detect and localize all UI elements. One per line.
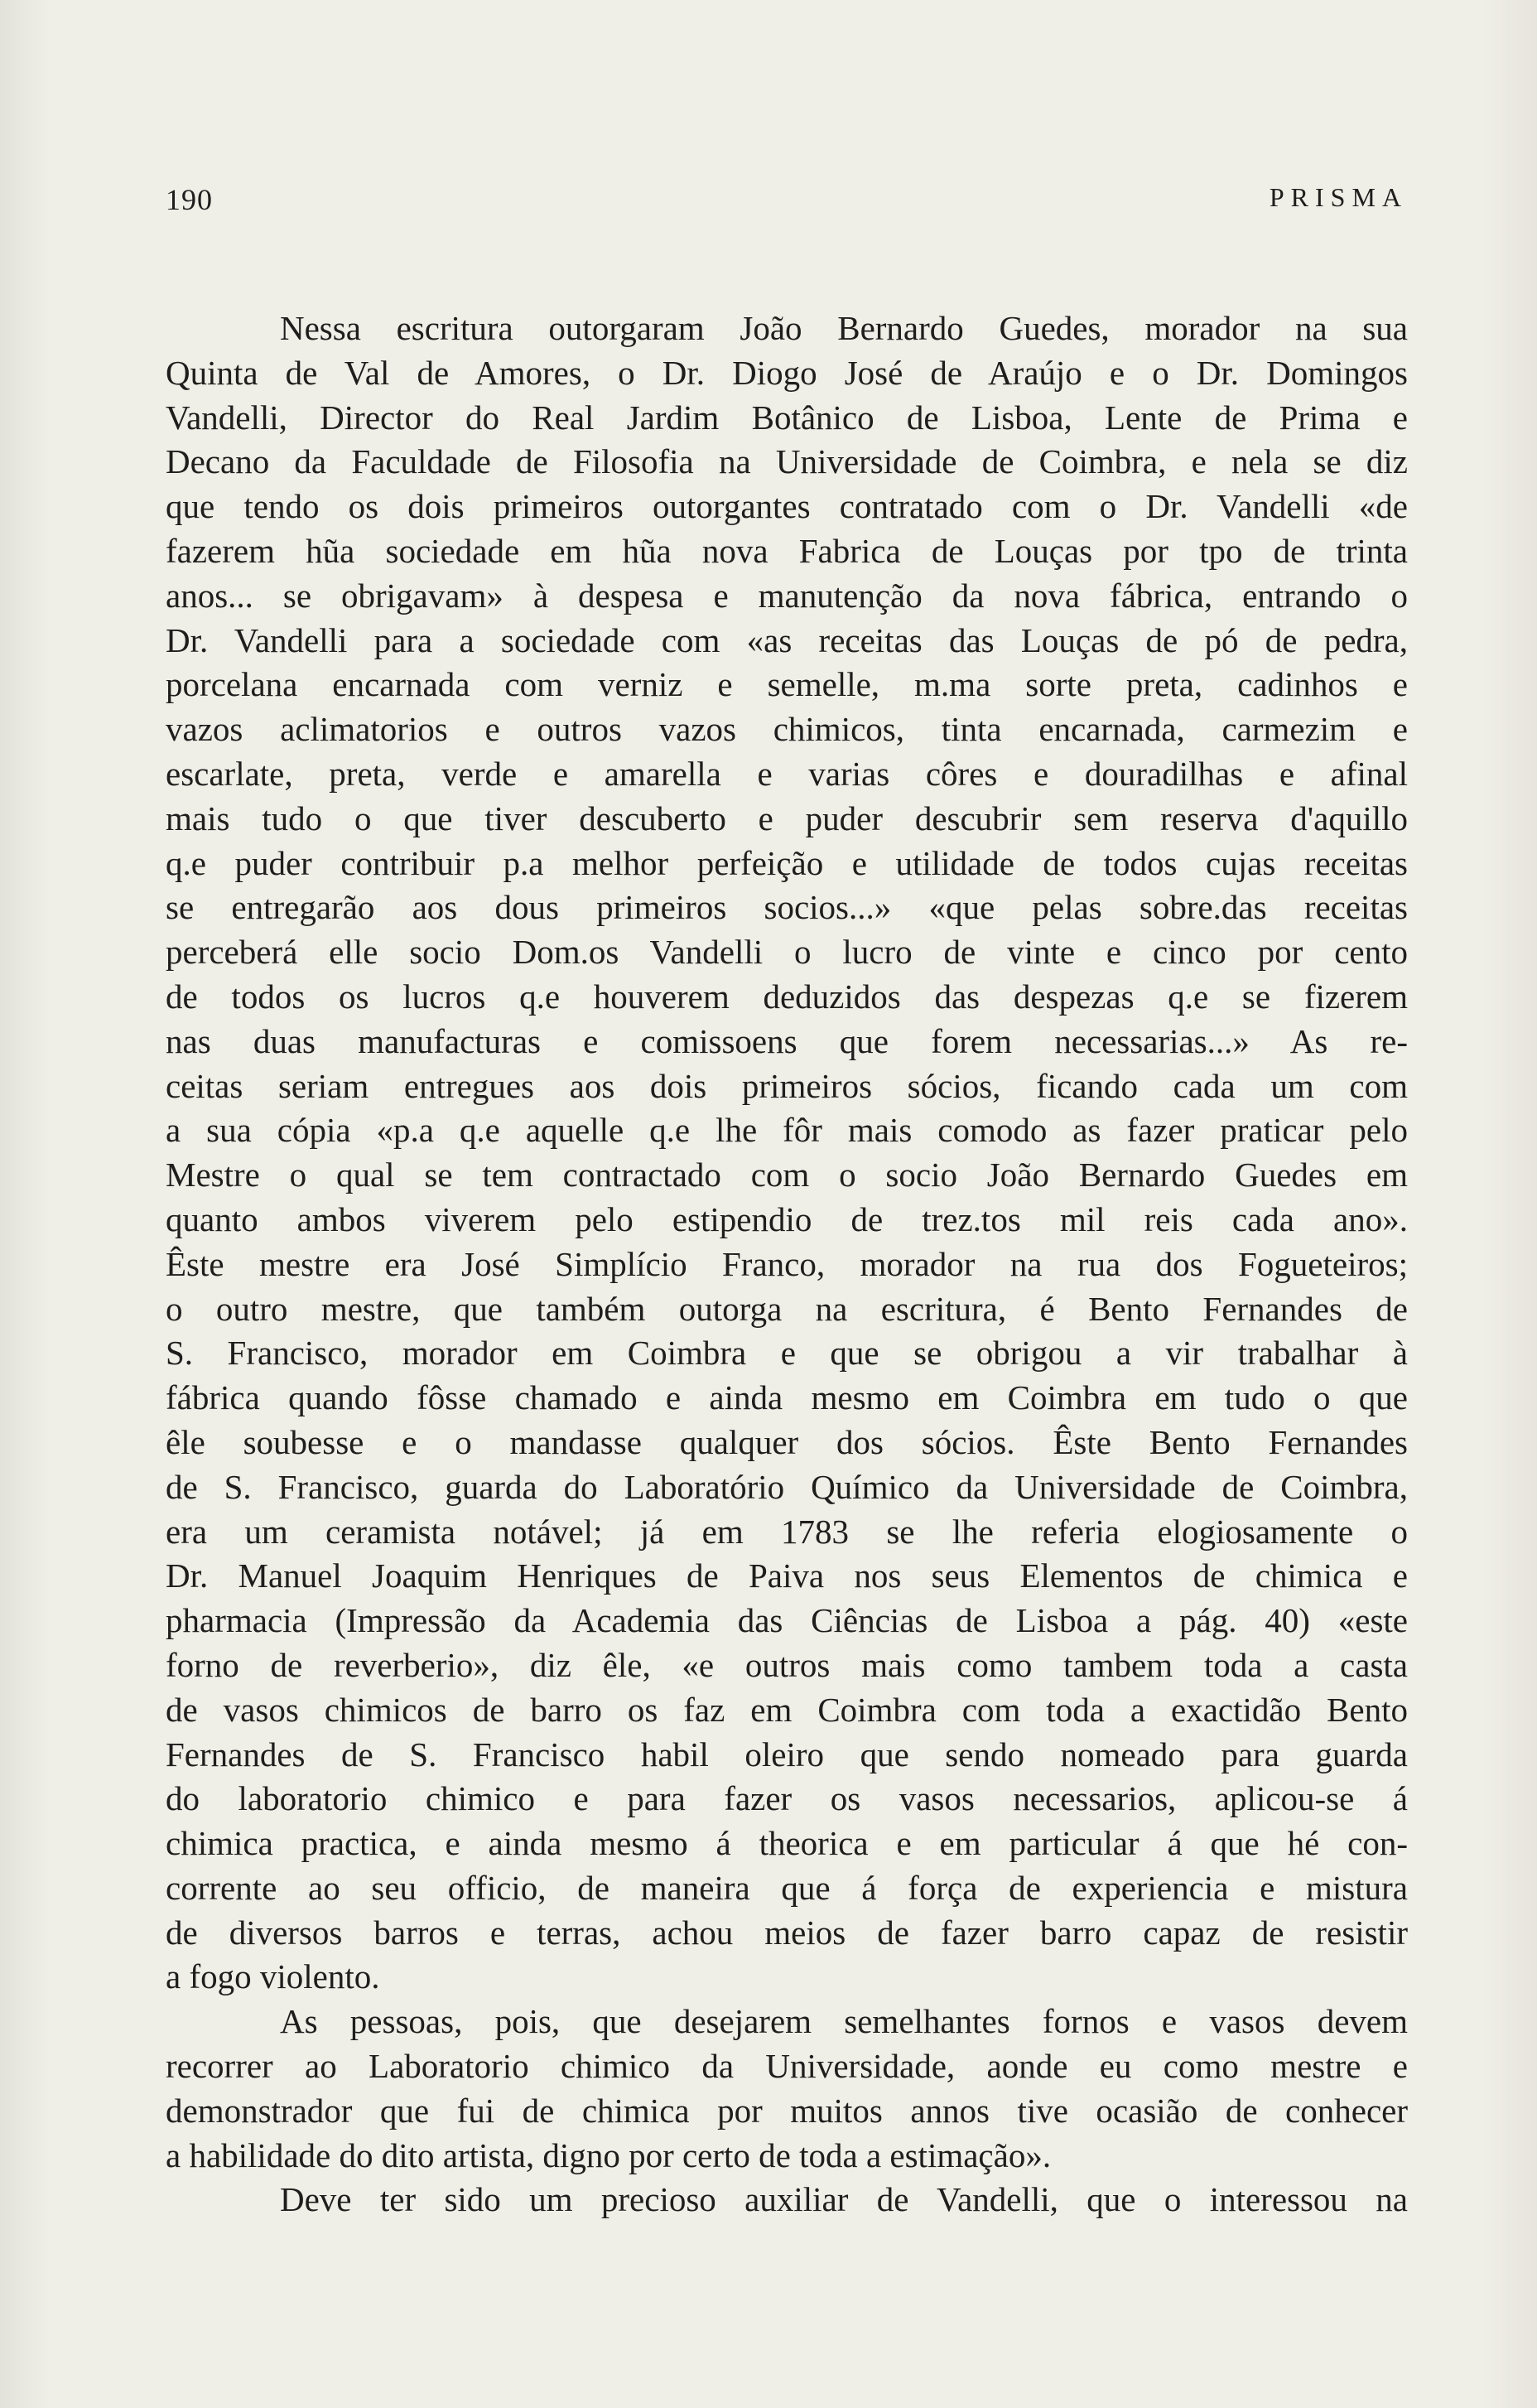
text-line: fábrica quando fôsse chamado e ainda mesmo em Coimbra em tudo o que — [166, 1378, 1408, 1417]
text-line: q.e puder contribuir p.a melhor perfeição e utilidade de todos cujas receitas — [166, 843, 1408, 882]
text-line: mais tudo o que tiver descuberto e puder descubrir sem reserva d'aquillo — [166, 799, 1408, 837]
page-number: 190 — [166, 183, 213, 216]
text-line: a fogo violento. — [166, 1957, 380, 1996]
text-line: As pessoas, pois, que desejarem semelhantes fornos e vasos devem — [280, 2002, 1408, 2041]
text-line: Quinta de Val de Amores, o Dr. Diogo José de Araújo e o Dr. Domingos — [166, 353, 1408, 392]
text-line: pharmacia (Impressão da Academia das Ciências de Lisboa a pág. 40) «este — [166, 1601, 1408, 1640]
text-line: recorrer ao Laboratorio chimico da Universidade, aonde eu como mestre e — [166, 2047, 1408, 2086]
text-line: demonstrador que fui de chimica por muitos annos tive ocasião de conhecer — [166, 2091, 1408, 2130]
text-line: anos... se obrigavam» à despesa e manutenção da nova fábrica, entrando o — [166, 576, 1408, 615]
text-line: Dr. Manuel Joaquim Henriques de Paiva nos seus Elementos de chimica e — [166, 1556, 1408, 1595]
text-line: Deve ter sido um precioso auxiliar de Vandelli, que o interessou na — [280, 2180, 1408, 2219]
text-line: Vandelli, Director do Real Jardim Botânico de Lisboa, Lente de Prima e — [166, 398, 1408, 437]
text-line: a habilidade do dito artista, digno por certo de toda a estimação». — [166, 2135, 1052, 2174]
text-line: nas duas manufacturas e comissoens que forem necessarias...» As re- — [166, 1021, 1408, 1060]
text-line: o outro mestre, que também outorga na escritura, é Bento Fernandes de — [166, 1289, 1408, 1328]
text-line: forno de reverberio», diz êle, «e outros mais como tambem toda a casta — [166, 1645, 1408, 1684]
text-line: de todos os lucros q.e houverem deduzidos das despezas q.e se fizerem — [166, 977, 1408, 1016]
text-line: perceberá elle socio Dom.os Vandelli o lucro de vinte e cinco por cento — [166, 933, 1408, 972]
text-line: a sua cópia «p.a q.e aquelle q.e lhe fôr mais comodo as fazer praticar pelo — [166, 1111, 1408, 1150]
running-head: PRISMA — [1269, 182, 1408, 212]
text-line: se entregarão aos dous primeiros socios...» «que pelas sobre.das receitas — [166, 888, 1408, 927]
text-line: fazerem hũa sociedade em hũa nova Fabrica de Louças por tpo de trinta — [166, 531, 1408, 570]
text-line: escarlate, preta, verde e amarella e varias côres e douradilhas e afinal — [166, 754, 1408, 793]
text-line: Mestre o qual se tem contractado com o socio João Bernardo Guedes em — [166, 1156, 1408, 1194]
text-line: Dr. Vandelli para a sociedade com «as receitas das Louças de pó de pedra, — [166, 620, 1408, 659]
text-line: S. Francisco, morador em Coimbra e que se obrigou a vir trabalhar à — [166, 1334, 1408, 1373]
text-line: Nessa escritura outorgaram João Bernardo Guedes, morador na sua — [280, 309, 1408, 347]
text-line: de diversos barros e terras, achou meios de fazer barro capaz de resistir — [166, 1913, 1408, 1952]
text-line: era um ceramista notável; já em 1783 se lhe referia elogiosamente o — [166, 1512, 1408, 1551]
text-line: que tendo os dois primeiros outorgantes contratado com o Dr. Vandelli «de — [166, 487, 1408, 526]
text-line: Decano da Faculdade de Filosofia na Universidade de Coimbra, e nela se diz — [166, 442, 1408, 481]
text-line: Fernandes de S. Francisco habil oleiro que sendo nomeado para guarda — [166, 1735, 1408, 1773]
text-line: quanto ambos viverem pelo estipendio de trez.tos mil reis cada ano». — [166, 1199, 1408, 1238]
page-header — [166, 182, 1408, 224]
text-line: chimica practica, e ainda mesmo á theorica e em particular á que hé con- — [166, 1824, 1408, 1863]
text-line: corrente ao seu officio, de maneira que á força de experiencia e mistura — [166, 1868, 1408, 1907]
text-line: Êste mestre era José Simplício Franco, morador na rua dos Fogueteiros; — [166, 1244, 1408, 1283]
text-line: êle soubesse e o mandasse qualquer dos sócios. Êste Bento Fernandes — [166, 1422, 1408, 1461]
text-line: de vasos chimicos de barro os faz em Coimbra com toda a exactidão Bento — [166, 1690, 1408, 1729]
text-line: do laboratorio chimico e para fazer os vasos necessarios, aplicou-se á — [166, 1779, 1408, 1818]
text-line: porcelana encarnada com verniz e semelle, m.ma sorte preta, cadinhos e — [166, 665, 1408, 704]
text-line: vazos aclimatorios e outros vazos chimicos, tinta encarnada, carmezim e — [166, 710, 1408, 749]
body-text — [166, 306, 1408, 2222]
text-line: de S. Francisco, guarda do Laboratório Químico da Universidade de Coimbra, — [166, 1467, 1408, 1506]
text-line: ceitas seriam entregues aos dois primeiros sócios, ficando cada um com — [166, 1066, 1408, 1105]
